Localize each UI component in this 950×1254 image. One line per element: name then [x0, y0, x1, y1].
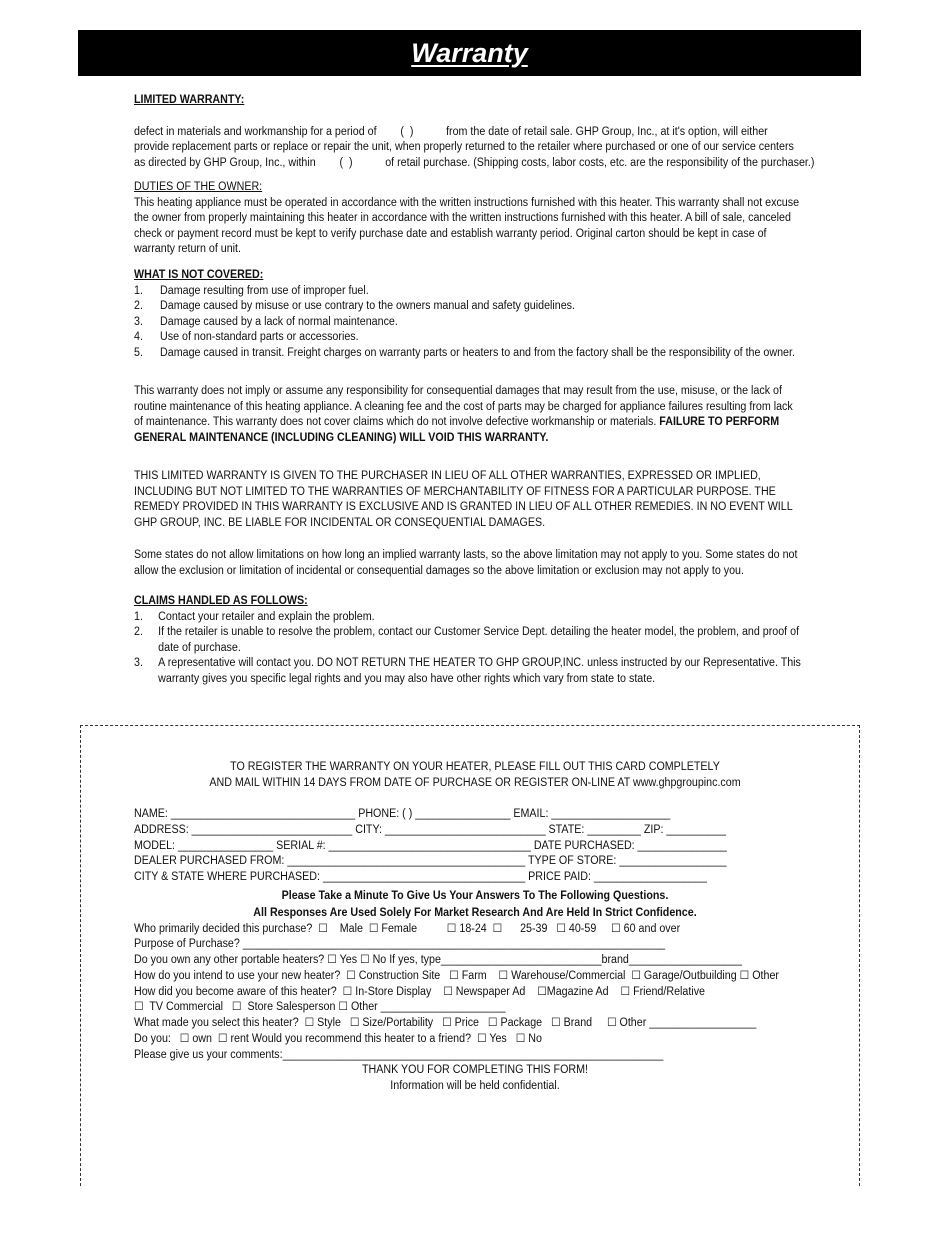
decider-question[interactable]: Who primarily decided this purchase? ☐ Male ☐ Female ☐ 18-24 ☐ 25-39 ☐ 40-59 ☐ 60 and over [134, 923, 681, 935]
limited-warranty-section [134, 93, 815, 171]
list-item: 3. A representative will contact you. DO NOT RETURN THE HEATER TO GHP GROUP,INC. unless instructed by our Representative. This warranty gives you specific legal rights and you may also have other rights which vary from state to state. [134, 657, 801, 685]
not-covered-heading: WHAT IS NOT COVERED: [134, 269, 264, 281]
limited-line-2: provide replacement parts or replace or repair the unit, when properly returned to the retailer where purchased or one of our service centers [134, 141, 794, 154]
purpose-question[interactable]: Purpose of Purchase? _______________________________________________________________________ [134, 938, 666, 950]
lieu-section [134, 469, 804, 531]
list-item: 1. Contact your retailer and explain the problem. [134, 610, 375, 623]
intended-use-question[interactable]: How do you intend to use your new heater? ☐ Construction Site ☐ Farm ☐ Warehouse/Commercial ☐ Garage/Outbuilding ☐ Other [134, 970, 779, 982]
limited-line-1: defect in materials and workmanship for a period of ( ) from the date of retail sale. GHP Group, Inc., at it's option, will either [134, 125, 768, 138]
confidential-heading: All Responses Are Used Solely For Market Research And Are Held In Strict Confidence. [253, 907, 697, 919]
model-serial-row[interactable]: MODEL: ________________ SERIAL #: __________________________________ DATE PURCHASED: _______________ [134, 840, 727, 852]
not-covered-list [134, 284, 804, 362]
thank-you-text: THANK YOU FOR COMPLETING THIS FORM! [361, 1064, 588, 1076]
dealer-row[interactable]: DEALER PURCHASED FROM: ________________________________________ TYPE OF STORE: __________________ [134, 855, 727, 867]
card-intro-1: TO REGISTER THE WARRANTY ON YOUR HEATER, PLEASE FILL OUT THIS CARD COMPLETELY [230, 761, 720, 773]
states-section [134, 548, 804, 579]
awareness-question-cont[interactable]: ☐ TV Commercial ☐ Store Salesperson ☐ Other _____________________ [134, 1001, 506, 1013]
other-heaters-question[interactable]: Do you own any other portable heaters? ☐ Yes ☐ No If yes, type___________________________brand___________________ [134, 954, 742, 966]
duties-text: This heating appliance must be operated in accordance with the written instructions furnished with this heater. This warranty shall not excuse the owner from properly maintaining this heater in accordance with the written instructions furnished with this heater. A bill of sale, canceled check or payment record must be kept to verify purchase date and establish warranty period. Original carton should be kept in case of warranty return of unit. [134, 196, 800, 256]
questions-heading: Please Take a Minute To Give Us Your Answers To The Following Questions. [281, 890, 669, 902]
claims-section [134, 594, 804, 688]
warranty-header [78, 30, 861, 76]
claims-heading: CLAIMS HANDLED AS FOLLOWS: [134, 595, 308, 607]
list-item: 5. Damage caused in transit. Freight charges on warranty parts or heaters to and from the factory shall be the responsibility of the owner. [134, 346, 795, 359]
duties-heading: DUTIES OF THE OWNER: [134, 181, 263, 193]
confidential-note: Information will be held confidential. [390, 1080, 560, 1092]
awareness-question[interactable]: How did you become aware of this heater? ☐ In-Store Display ☐ Newspaper Ad ☐Magazine Ad ☐ Friend/Relative [134, 986, 706, 998]
list-item: 3. Damage caused by a lack of normal maintenance. [134, 315, 398, 328]
disclaimer-text: This warranty does not imply or assume any responsibility for consequential damages that may result from the use, misuse, or the lack of routine maintenance of this heating appliance. A cleaning fee and the cost of parts may be charged for appliance failures resulting from lack of maintenance. This warranty does not cover claims which do not involve defective workmanship or materials. FAILURE TO PERFORM GENERAL MAINTENANCE (INCLUDING CLEANING) WILL VOID THIS WARRANTY. [134, 385, 793, 444]
not-covered-section [134, 268, 804, 362]
list-item: 2. If the retailer is unable to resolve the problem, contact our Customer Service Dept. detailing the heater model, the problem, and proof of date of purchase. [134, 626, 800, 654]
lieu-text: THIS LIMITED WARRANTY IS GIVEN TO THE PURCHASER IN LIEU OF ALL OTHER WARRANTIES, EXPRESSED OR IMPLIED, INCLUDING BUT NOT LIMITED TO THE WARRANTIES OF MERCHANTABILITY OF FITNESS FOR A PARTICULAR PURPOSE. THE REMEDY PROVIDED IN THIS WARRANTY IS EXCLUSIVE AND IS GRANTED IN LIEU OF ALL OTHER REMEDIES. IN NO EVENT WILL GHP GROUP, INC. BE LIABLE FOR INCIDENTAL OR CONSEQUENTIAL DAMAGES. [134, 470, 793, 529]
comments-field[interactable]: Please give us your comments:________________________________________________________________ [134, 1049, 664, 1061]
page-title: Warranty [411, 37, 528, 68]
list-item: 4. Use of non-standard parts or accessories. [134, 331, 359, 344]
city-state-row[interactable]: CITY & STATE WHERE PURCHASED: __________________________________ PRICE PAID: ___________________ [134, 871, 707, 883]
list-item: 1. Damage resulting from use of improper fuel. [134, 284, 369, 297]
name-phone-email-row[interactable]: NAME: _______________________________ PHONE: ( ) ________________ EMAIL: ____________________ [134, 808, 671, 820]
duties-section [134, 180, 804, 258]
own-rent-question[interactable]: Do you: ☐ own ☐ rent Would you recommend this heater to a friend? ☐ Yes ☐ No [134, 1033, 542, 1045]
address-row[interactable]: ADDRESS: ___________________________ CITY: ___________________________ STATE: _________ ZIP: __________ [134, 824, 726, 836]
void-warning: FAILURE TO PERFORM GENERAL MAINTENANCE (INCLUDING CLEANING) WILL VOID THIS WARRANTY. [134, 416, 780, 444]
disclaimer-section [134, 384, 804, 446]
limited-line-3: as directed by GHP Group, Inc., within ( ) of retail purchase. (Shipping costs, labor costs, etc. are the responsibility of the purchaser.) [134, 156, 815, 169]
states-text: Some states do not allow limitations on how long an implied warranty lasts, so the above limitation may not apply to you. Some states do not allow the exclusion or limitation of incidental or consequential damages so the above limitation or exclusion may not apply to you. [134, 549, 798, 577]
card-intro-2: AND MAIL WITHIN 14 DAYS FROM DATE OF PURCHASE OR REGISTER ON-LINE AT www.ghpgroupinc.com [209, 777, 741, 789]
claims-list [134, 610, 804, 688]
list-item: 2. Damage caused by misuse or use contrary to the owners manual and safety guidelines. [134, 300, 575, 313]
limited-warranty-heading: LIMITED WARRANTY: [134, 94, 245, 106]
selection-question[interactable]: What made you select this heater? ☐ Style ☐ Size/Portability ☐ Price ☐ Package ☐ Brand ☐ Other __________________ [134, 1017, 757, 1029]
